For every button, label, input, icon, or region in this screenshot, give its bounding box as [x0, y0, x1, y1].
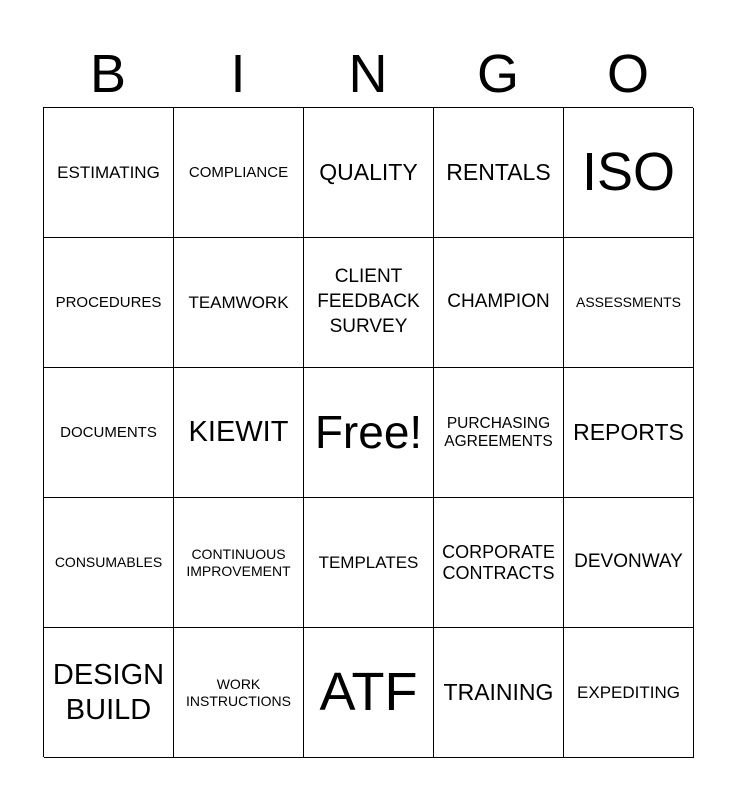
bingo-cell[interactable]	[304, 498, 434, 628]
bingo-cell[interactable]	[174, 108, 304, 238]
bingo-cell[interactable]	[564, 498, 694, 628]
bingo-cell[interactable]	[174, 368, 304, 498]
cell-label: KIEWIT	[188, 416, 289, 449]
bingo-cell[interactable]	[174, 498, 304, 628]
bingo-cell[interactable]	[44, 238, 174, 368]
cell-label: REPORTS	[573, 419, 684, 446]
bingo-cell[interactable]	[44, 628, 174, 758]
cell-label: DOCUMENTS	[60, 423, 157, 441]
cell-label: CHAMPION	[447, 291, 550, 313]
cell-label: EXPEDITING	[577, 682, 680, 702]
cell-label: DEVONWAY	[574, 551, 683, 573]
cell-label: TEAMWORK	[188, 292, 289, 312]
cell-label: ASSESSMENTS	[575, 294, 682, 311]
header-letter-g: G	[476, 44, 519, 104]
bingo-cell[interactable]	[564, 238, 694, 368]
cell-label: DESIGN BUILD	[52, 658, 165, 726]
cell-label: ATF	[319, 662, 418, 723]
cell-label: WORK INSTRUCTIONS	[186, 676, 291, 709]
cell-label: PURCHASING AGREEMENTS	[444, 414, 553, 450]
cell-label: CONTINUOUS IMPROVEMENT	[186, 546, 291, 579]
bingo-cell[interactable]	[304, 108, 434, 238]
cell-label: CONSUMABLES	[54, 554, 163, 571]
free-space-cell[interactable]	[304, 368, 434, 498]
header-letter-o: O	[606, 44, 649, 104]
bingo-cell[interactable]	[304, 628, 434, 758]
bingo-cell[interactable]	[44, 108, 174, 238]
bingo-cell[interactable]	[434, 498, 564, 628]
cell-label: TEMPLATES	[318, 552, 419, 572]
header-letter-b: B	[89, 44, 127, 104]
bingo-cell[interactable]	[564, 108, 694, 238]
bingo-header	[43, 40, 693, 108]
cell-label: Free!	[314, 406, 423, 459]
bingo-cell[interactable]	[174, 238, 304, 368]
cell-label: ESTIMATING	[57, 162, 160, 182]
bingo-board	[43, 107, 693, 757]
cell-label: CORPORATE CONTRACTS	[442, 541, 555, 583]
header-letter-n: N	[348, 44, 388, 104]
bingo-cell[interactable]	[434, 368, 564, 498]
cell-label: QUALITY	[319, 159, 418, 186]
bingo-cell[interactable]	[44, 368, 174, 498]
bingo-cell[interactable]	[174, 628, 304, 758]
bingo-cell[interactable]	[434, 108, 564, 238]
bingo-cell[interactable]	[434, 628, 564, 758]
cell-label: COMPLIANCE	[188, 163, 289, 181]
cell-label: TRAINING	[443, 679, 554, 706]
cell-label: PROCEDURES	[55, 293, 162, 311]
bingo-cell[interactable]	[564, 368, 694, 498]
bingo-cell[interactable]	[564, 628, 694, 758]
cell-label: RENTALS	[446, 159, 551, 186]
cell-label: CLIENT FEEDBACK SURVEY	[317, 266, 420, 337]
bingo-cell[interactable]	[44, 498, 174, 628]
bingo-cell[interactable]	[304, 238, 434, 368]
header-letter-i: I	[230, 44, 246, 104]
cell-label: ISO	[581, 142, 676, 203]
bingo-cell[interactable]	[434, 238, 564, 368]
